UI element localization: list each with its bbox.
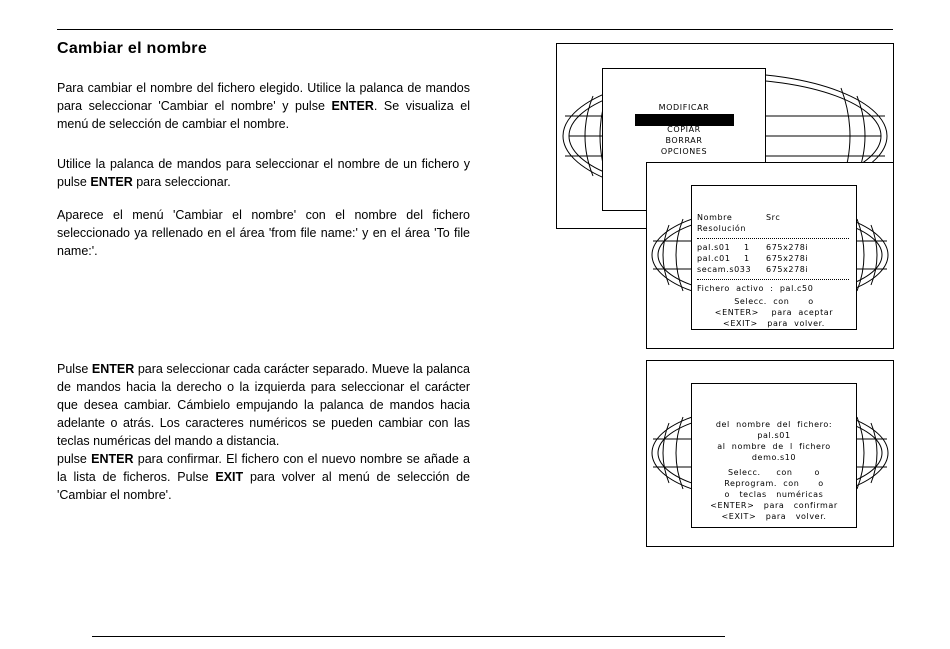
- bottom-rule: [92, 636, 725, 637]
- rename-menu: [691, 383, 857, 528]
- footer-hint: Selecc. con o: [727, 468, 821, 477]
- file-row-name[interactable]: pal.s01: [697, 243, 731, 252]
- file-row-src: 1: [744, 243, 750, 252]
- menu-item-delete[interactable]: BORRAR: [665, 136, 703, 145]
- file-row-res: 675x278i: [766, 265, 809, 274]
- menu-item-options[interactable]: OPCIONES: [660, 147, 708, 156]
- to-file-name-input[interactable]: demo.s10: [751, 453, 797, 462]
- column-header-src: Src: [766, 213, 781, 222]
- file-row-src: 1: [744, 254, 750, 263]
- column-header-name: Nombre: [697, 213, 733, 222]
- from-file-name: pal.s01: [757, 431, 791, 440]
- footer-hint: Reprogram. con o: [724, 479, 824, 488]
- footer-hint: <ENTER> para aceptar: [714, 308, 834, 317]
- footer-hint: <EXIT> para volver.: [721, 512, 827, 521]
- paragraph-rename-menu: Aparece el menú 'Cambiar el nombre' con el nombre del fichero seleccionado ya rellenado en el área 'from file name:' y en el área 'To file name:'.: [57, 208, 470, 258]
- section-heading: Cambiar el nombre: [57, 40, 208, 57]
- footer-hint: Selecc. con o: [734, 297, 814, 306]
- footer-hint: <EXIT> para volver.: [723, 319, 825, 328]
- paragraph-intro: Para cambiar el nombre del fichero elegido. Utilice la palanca de mandos para seleccionar 'Cambiar el nombre' y pulse ENTER. Se visualiza el menú de selección de cambiar el nombre.: [57, 81, 470, 131]
- from-file-label: del nombre del fichero:: [715, 420, 833, 429]
- paragraph-edit-characters: Pulse ENTER para seleccionar cada carácter separado. Mueve la palanca de mandos hacia la derecho o la izquierda para seleccionar el carácter que desea cambiar. Cámbielo empujando la palanca de mandos hacia adelante o atrás. Los caracteres numéricos se pueden cambiar con las teclas numéricas del mando a distancia. pulse ENTER para confirmar. El fichero con el nuevo nombre se añade a la lista de ficheros. Pulse EXIT para volver al menú de selección de 'Cambiar el nombre'.: [57, 362, 471, 502]
- screen-file-list: [646, 162, 894, 349]
- menu-item-rename: CAMBIAR NOMBRE: [642, 115, 727, 124]
- file-row-name[interactable]: secam.s033: [697, 265, 752, 274]
- menu-item-modify[interactable]: MODIFICAR: [658, 103, 710, 112]
- footer-hint: <ENTER> para confirmar: [710, 501, 838, 510]
- file-list-menu: [691, 185, 857, 330]
- active-file-label: Fichero activo : pal.c50: [697, 284, 814, 293]
- file-row-name[interactable]: pal.c01: [697, 254, 731, 263]
- file-row-res: 675x278i: [766, 254, 809, 263]
- footer-hint: o teclas numéricas: [724, 490, 824, 499]
- column-header-resolution: Resolución: [697, 224, 747, 233]
- divider: [697, 238, 849, 239]
- menu-item-copy[interactable]: COPIAR: [667, 125, 701, 134]
- paragraph-select-file: Utilice la palanca de mandos para seleccionar el nombre de un fichero y pulse ENTER para seleccionar.: [57, 157, 470, 189]
- screen-rename-file: [646, 360, 894, 547]
- top-rule: [57, 29, 893, 30]
- to-file-label: al nombre de l fichero: [717, 442, 831, 451]
- file-row-res: 675x278i: [766, 243, 809, 252]
- divider: [697, 279, 849, 280]
